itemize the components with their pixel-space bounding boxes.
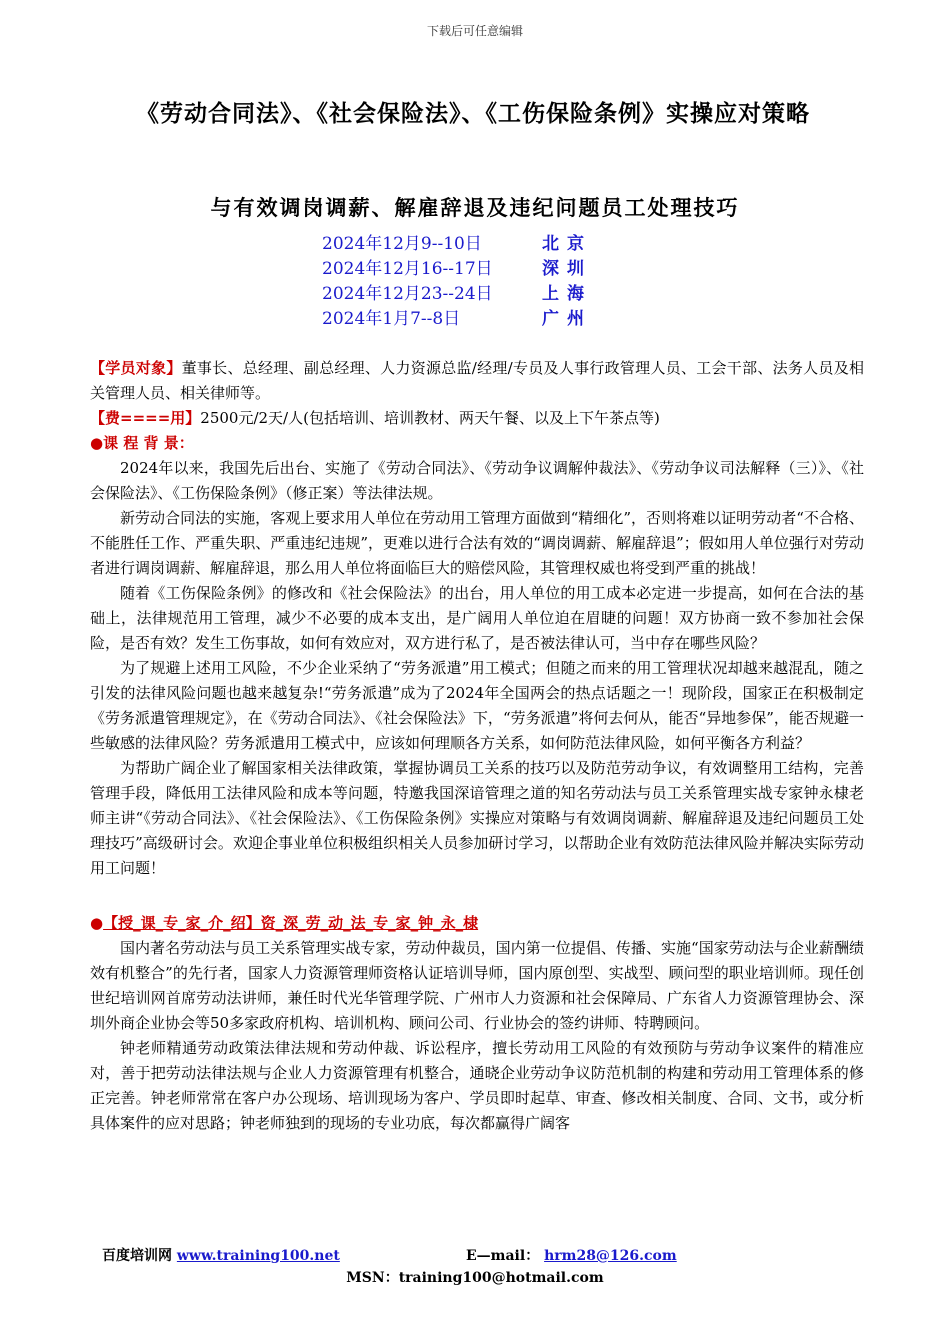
section-spacer [90,881,864,911]
schedule-date: 2024年1月7--8日 [322,309,461,329]
fee-line [90,406,864,431]
background-paragraph: 随着《工伤保险条例》的修改和《社会保险法》的出台，用人单位的用工成本必定进一步提高，如何在合法的基础上，法律规范用工管理，减少不必要的成本支出，是广阔用人单位迫在眉睫的问题！双方协商一致不参加社会保险，是否有效？发生工伤事故，如何有效应对，双方进行私了，是否被法律认可，当中存在哪些风险？ [90,584,864,652]
document-title: 《劳动合同法》、《社会保险法》、《工伤保险条例》实操应对策略 [136,100,810,127]
site-label: 百度培训网 [102,1248,172,1264]
schedule-date: 2024年12月16--17日 [322,259,493,279]
background-paragraph: 2024年以来，我国先后出台、实施了《劳动合同法》、《劳动争议调解仲裁法》、《劳动争议司法解释（三）》、《社会保险法》、《工伤保险条例》（修正案）等法律法规。 [90,459,864,502]
footer-msn: MSN：training100@hotmail.com [346,1270,604,1286]
schedule-date: 2024年12月23--24日 [322,284,493,304]
bullet-icon: ● [90,434,104,452]
expert-paragraph: 钟老师精通劳动政策法律法规和劳动仲裁、诉讼程序，擅长劳动用工风险的有效预防与劳动争议案件的精准应对，善于把劳动法律法规与企业人力资源管理有机整合，通晓企业劳动争议防范机制的构建和劳动用工管理体系的修正完善。钟老师常常在客户办公现场、培训现场为客户、学员即时起草、审查、修改相关制度、合同、文书，或分析具体案件的应对思路；钟老师独到的现场的专业功底，每次都赢得广阔客 [90,1039,864,1132]
schedule-city: 上海 [542,284,592,304]
document-body [90,356,864,1136]
audience-label: 【学员对象】 [90,359,182,377]
schedule-city: 北京 [542,234,592,254]
background-heading [90,431,864,456]
site-link[interactable]: www.training100.net [176,1248,340,1264]
background-title: 课 程 背 景： [103,434,194,452]
footer-contact-line [0,1245,950,1267]
expert-paragraph: 国内著名劳动法与员工关系管理实战专家，劳动仲裁员，国内第一位提倡、传播、实施“国家劳动法与企业薪酬绩效有机整合”的先行者，国家人力资源管理师资格认证培训导师，国内原创型、实战型、顾问型的职业培训师。现任创世纪培训网首席劳动法讲师，兼任时代光华管理学院、广州市人力资源和社会保障局、广东省人力资源管理协会、深圳外商企业协会等50多家政府机构、培训机构、顾问公司、行业协会的签约讲师、特聘顾问。 [90,939,864,1032]
schedule-row [322,282,592,307]
background-paragraph: 为帮助广阔企业了解国家相关法律政策，掌握协调员工关系的技巧以及防范劳动争议，有效调整用工结构，完善管理手段，降低用工法律风险和成本等问题，特邀我国深谙管理之道的知名劳动法与员工关系管理实战专家钟永棣老师主讲“《劳动合同法》、《社会保险法》、《工伤保险条例》实操应对策略与有效调岗调薪、解雇辞退及违纪问题员工处理技巧”高级研讨会。欢迎企事业单位积极组织相关人员参加研讨学习，以帮助企业有效防范法律风险并解决实际劳动用工问题！ [90,759,864,877]
footer-mail [466,1245,677,1265]
schedule-date: 2024年12月9--10日 [322,234,482,254]
email-link[interactable]: hrm28@126.com [544,1248,677,1264]
footer-site [102,1245,340,1265]
document-subtitle: 与有效调岗调薪、解雇辞退及违纪问题员工处理技巧 [210,195,740,220]
schedule-row [322,307,592,332]
schedule-list [322,232,592,332]
background-paragraph: 为了规避上述用工风险，不少企业采纳了“劳务派遣”用工模式；但随之而来的用工管理状况却越来越混乱，随之引发的法律风险问题也越来越复杂!“劳务派遣”成为了2024年全国两会的热点话题之一！现阶段，国家正在积极制定《劳务派遣管理规定》，在《劳动合同法》、《社会保险法》下，“劳务派遣”将何去何从，能否“异地参保”，能否规避一些敏感的法律风险？劳务派遣用工模式中，应该如何理顺各方关系，如何防范法律风险，如何平衡各方利益？ [90,659,864,752]
page-footer [0,1245,950,1287]
schedule-row [322,257,592,282]
expert-heading [90,911,864,936]
email-label: E—mail： [466,1248,540,1264]
bullet-icon: ● [90,914,104,932]
audience-text: 董事长、总经理、副总经理、人力资源总监/经理/专员及人事行政管理人员、工会干部、法务人员及相关管理人员、相关律师等。 [90,359,864,402]
fee-text: 2500元/2天/人(包括培训、培训教材、两天午餐、以及上下午茶点等) [200,409,660,427]
schedule-city: 广州 [542,309,592,329]
expert-title: 【授_课_专_家_介_绍】资_深_劳_动_法_专_家_钟_永_棣 [103,914,479,932]
schedule-city: 深圳 [542,259,592,279]
page-header: 下载后可任意编辑 [426,24,523,38]
schedule-row [322,232,592,257]
audience-line [90,356,864,406]
fee-label: 【费====用】 [90,409,201,427]
background-paragraph: 新劳动合同法的实施，客观上要求用人单位在劳动用工管理方面做到“精细化”，否则将难以证明劳动者“不合格、不能胜任工作、严重失职、严重违纪违规”，更难以进行合法有效的“调岗调薪、解雇辞退”；假如用人单位强行对劳动者进行调岗调薪、解雇辞退，那么用人单位将面临巨大的赔偿风险，其管理权威也将受到严重的挑战！ [90,509,864,577]
